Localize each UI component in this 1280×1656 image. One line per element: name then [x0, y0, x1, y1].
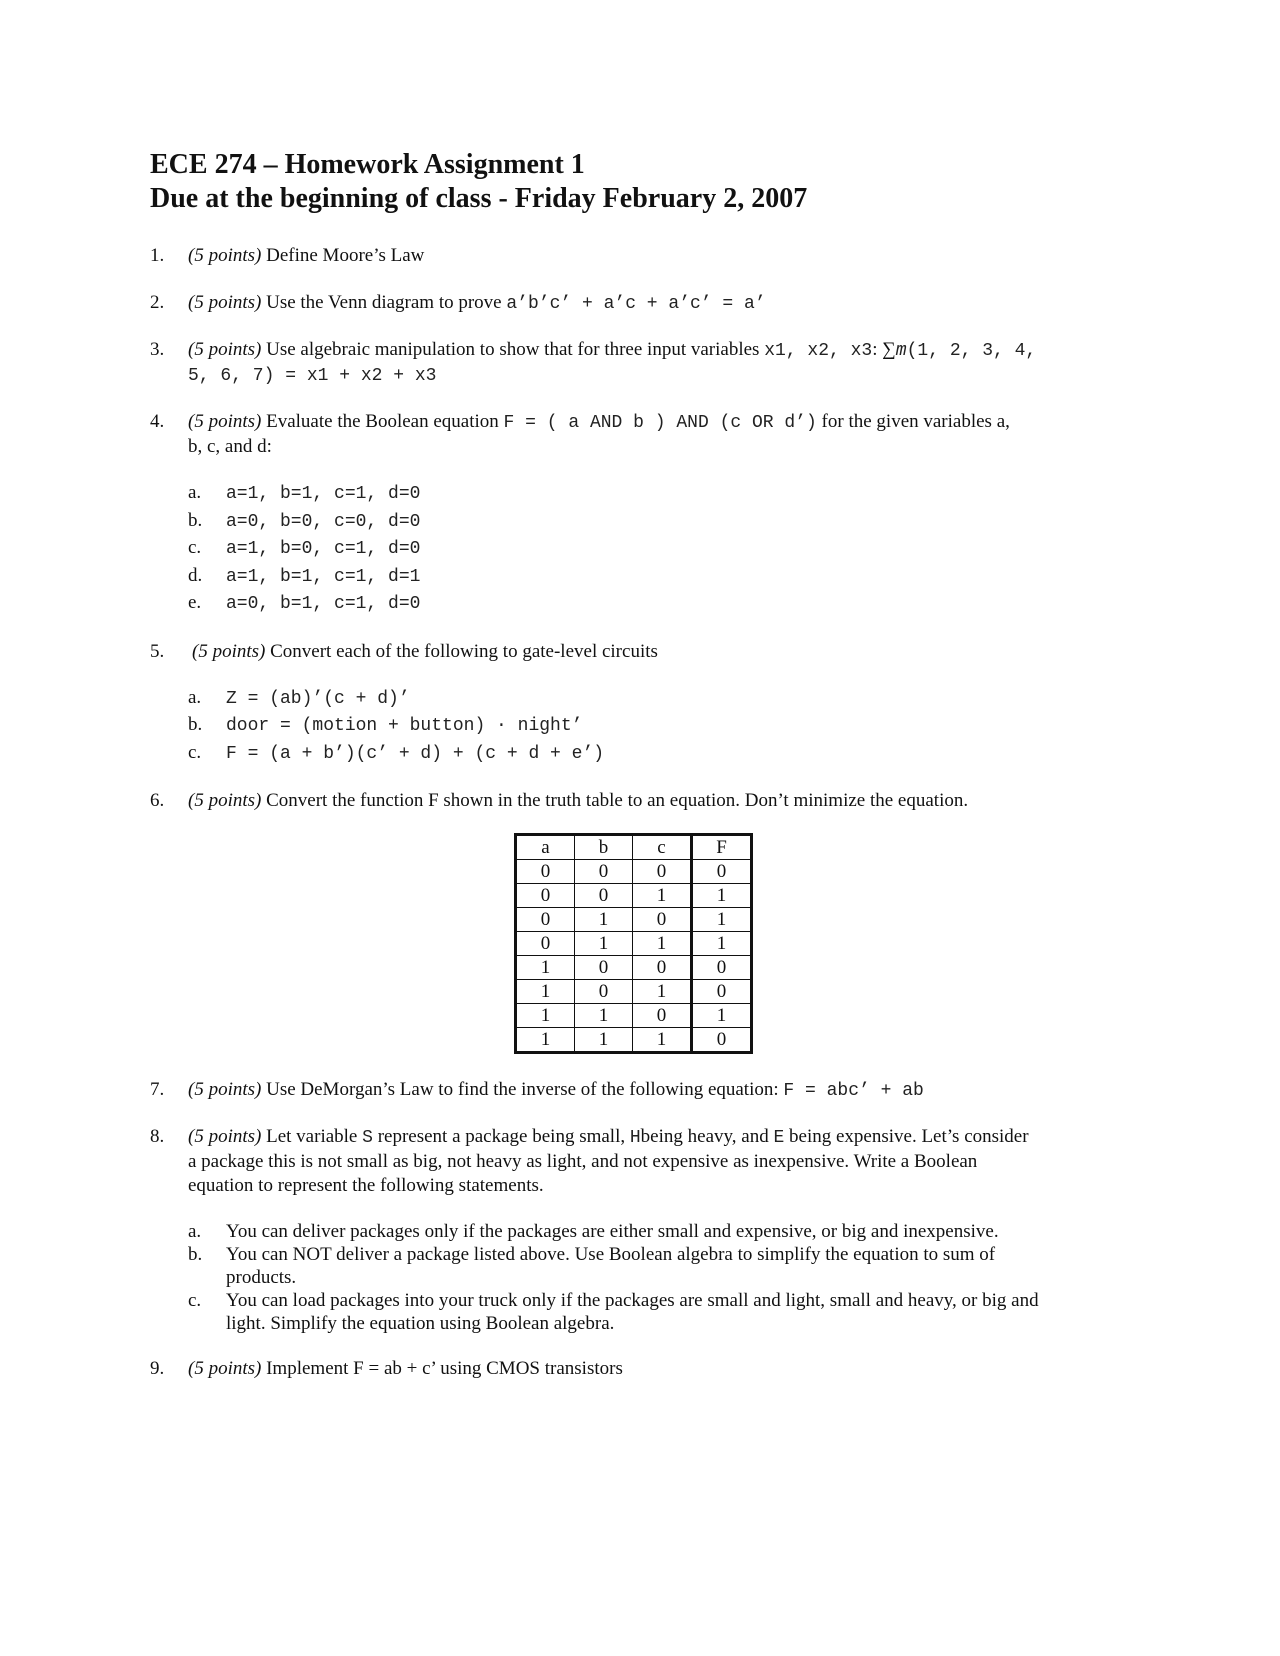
- table-cell: 0: [516, 860, 575, 884]
- table-cell: 1: [516, 980, 575, 1004]
- table-cell: 0: [575, 860, 633, 884]
- table-row: [516, 1028, 752, 1053]
- table-cell: 1: [575, 1004, 633, 1028]
- table-cell: 1: [575, 908, 633, 932]
- question-9: 9. (5 points) Implement F = ab + c’ using CMOS transistors: [150, 1358, 623, 1379]
- table-cell: 0: [633, 1004, 692, 1028]
- table-cell: 1: [516, 1004, 575, 1028]
- table-cell: 1: [692, 1004, 752, 1028]
- list-item: d. a=1, b=1, c=1, d=1: [188, 564, 421, 587]
- question-5-items: [188, 685, 1130, 768]
- list-item: b. door = (motion + button) · night’: [188, 714, 583, 736]
- column-header: a: [516, 835, 575, 860]
- question-7: 7. (5 points) Use DeMorgan’s Law to find the inverse of the following equation: F = abc’ + ab: [150, 1079, 924, 1101]
- header: [150, 148, 1130, 216]
- question-4: 4. (5 points) Evaluate the Boolean equation F = ( a AND b ) AND (c OR d’) for the given variables a, b, c, and d:: [150, 411, 1010, 457]
- table-cell: 0: [516, 908, 575, 932]
- question-6: 6. (5 points) Convert the function F shown in the truth table to an equation. Don’t minimize the equation.: [150, 790, 969, 811]
- list-item: b. You can NOT deliver a package listed above. Use Boolean algebra to simplify the equation to sum of products.: [188, 1244, 996, 1288]
- table-cell: 1: [692, 908, 752, 932]
- table-cell: 0: [575, 980, 633, 1004]
- table-row: [516, 932, 752, 956]
- homework-page: [150, 148, 1130, 1381]
- venn-expression: a’b’c’ + a’c + a’c’ = a’: [506, 294, 766, 314]
- table-cell: 0: [633, 956, 692, 980]
- list-item: e. a=0, b=1, c=1, d=0: [188, 592, 421, 614]
- table-row: [516, 956, 752, 980]
- list-item: a. Z = (ab)’(c + d)’: [188, 686, 410, 709]
- page-title: ECE 274 – Homework Assignment 1: [150, 149, 585, 180]
- table-cell: 1: [633, 932, 692, 956]
- boolean-equation: F = ( a AND b ) AND (c OR d’): [503, 413, 817, 433]
- table-cell: 1: [692, 884, 752, 908]
- question-1: 1. (5 points) Define Moore’s Law: [150, 245, 425, 266]
- list-item: c. F = (a + b’)(c’ + d) + (c + d + e’): [188, 741, 605, 764]
- table-cell: 1: [575, 1028, 633, 1053]
- table-cell: 1: [575, 932, 633, 956]
- table-cell: 1: [633, 980, 692, 1004]
- table-cell: 0: [633, 860, 692, 884]
- list-item: b. a=0, b=0, c=0, d=0: [188, 509, 421, 532]
- table-row: [516, 980, 752, 1004]
- list-item: c. You can load packages into your truck only if the packages are small and light, small and heavy, or big and light. Simplify the equation using Boolean algebra.: [188, 1290, 1039, 1334]
- table-row: [516, 908, 752, 932]
- question-5: 5. (5 points) Convert each of the following to gate-level circuits: [150, 640, 658, 662]
- table-row: [516, 884, 752, 908]
- due-date: Due at the beginning of class - Friday February 2, 2007: [150, 183, 808, 214]
- list-item: a. You can deliver packages only if the packages are either small and expensive, or big and inexpensive.: [188, 1221, 999, 1242]
- table-cell: 0: [633, 908, 692, 932]
- sigma-symbol: ∑: [882, 339, 896, 360]
- table-cell: 0: [516, 932, 575, 956]
- table-cell: 1: [692, 932, 752, 956]
- column-header: c: [633, 835, 692, 860]
- table-cell: 1: [516, 1028, 575, 1053]
- table-cell: 0: [516, 884, 575, 908]
- question-8: 8. (5 points) Let variable S represent a package being small, Hbeing heavy, and E being expensive. Let’s consider a package this is not small as big, not heavy as light, and not expensive as inexpensive. Write a Boolean equation to represent the following statements.: [150, 1126, 1029, 1196]
- table-row: [516, 860, 752, 884]
- table-cell: 0: [692, 980, 752, 1004]
- question-4-items: [188, 480, 1130, 618]
- table-header-row: [516, 835, 752, 860]
- table-cell: 1: [633, 1028, 692, 1053]
- column-header: b: [575, 835, 633, 860]
- table-cell: 0: [692, 956, 752, 980]
- list-item: c. a=1, b=0, c=1, d=0: [188, 537, 421, 559]
- question-8-items: [188, 1220, 1130, 1335]
- table-cell: 1: [633, 884, 692, 908]
- question-2: 2. (5 points) Use the Venn diagram to prove a’b’c’ + a’c + a’c’ = a’: [150, 292, 766, 314]
- table-cell: 0: [575, 884, 633, 908]
- table-cell: 0: [692, 860, 752, 884]
- table-cell: 1: [516, 956, 575, 980]
- table-row: [516, 1004, 752, 1028]
- table-cell: 0: [575, 956, 633, 980]
- question-3: 3. (5 points) Use algebraic manipulation to show that for three input variables x1, x2, x3: ∑m(1, 2, 3, 4, 5, 6, 7) = x1 + x2 + x3: [150, 339, 1037, 386]
- column-header: F: [692, 835, 752, 860]
- truth-table: [514, 833, 753, 1054]
- table-cell: 0: [692, 1028, 752, 1053]
- list-item: a. a=1, b=1, c=1, d=0: [188, 482, 421, 504]
